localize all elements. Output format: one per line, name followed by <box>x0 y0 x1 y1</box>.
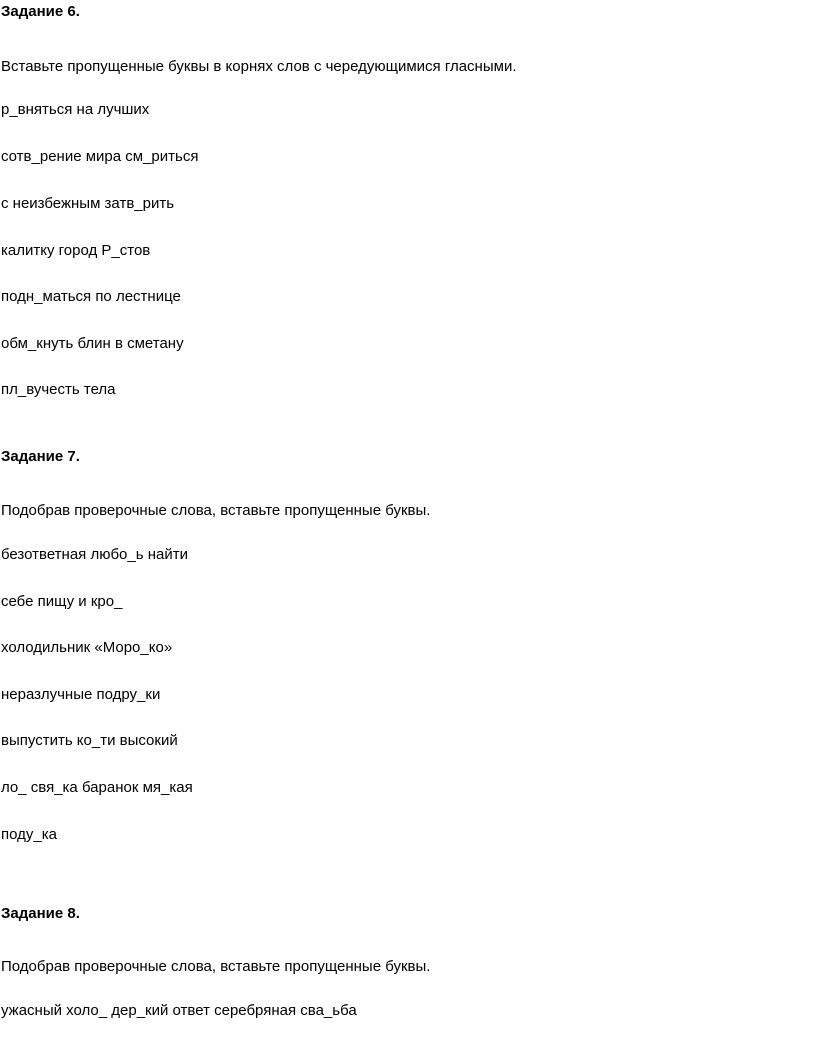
task7-item: безответная любо_ь найти <box>1 546 188 563</box>
task7-item: неразлучные подру_ки <box>1 686 161 703</box>
task7-item: поду_ка <box>1 826 57 843</box>
task7-item: холодильник «Моро_ко» <box>1 639 173 656</box>
task7-title: Задание 7. <box>1 448 80 465</box>
task6-item: с неизбежным затв_рить <box>1 195 175 212</box>
task6-item: р_вняться на лучших <box>1 101 150 118</box>
task6-instruction: Вставьте пропущенные буквы в корнях слов с чередующимися гласными. <box>1 58 517 75</box>
task6-item: подн_маться по лестнице <box>1 288 181 305</box>
task6-item: калитку город Р_стов <box>1 242 151 259</box>
task7-item: выпустить ко_ти высокий <box>1 732 178 749</box>
task6-item: обм_кнуть блин в сметану <box>1 335 184 352</box>
task8-item: ужасный холо_ дер_кий ответ серебряная сва_ьба <box>1 1002 357 1019</box>
task8-instruction: Подобрав проверочные слова, вставьте пропущенные буквы. <box>1 958 431 975</box>
task7-item: себе пищу и кро_ <box>1 593 123 610</box>
task6-item: сотв_рение мира см_риться <box>1 148 199 165</box>
task7-item: ло_ свя_ка баранок мя_кая <box>1 779 193 796</box>
task6-item: пл_вучесть тела <box>1 381 116 398</box>
task8-title: Задание 8. <box>1 905 80 922</box>
task6-title: Задание 6. <box>1 3 80 20</box>
task7-instruction: Подобрав проверочные слова, вставьте пропущенные буквы. <box>1 502 431 519</box>
